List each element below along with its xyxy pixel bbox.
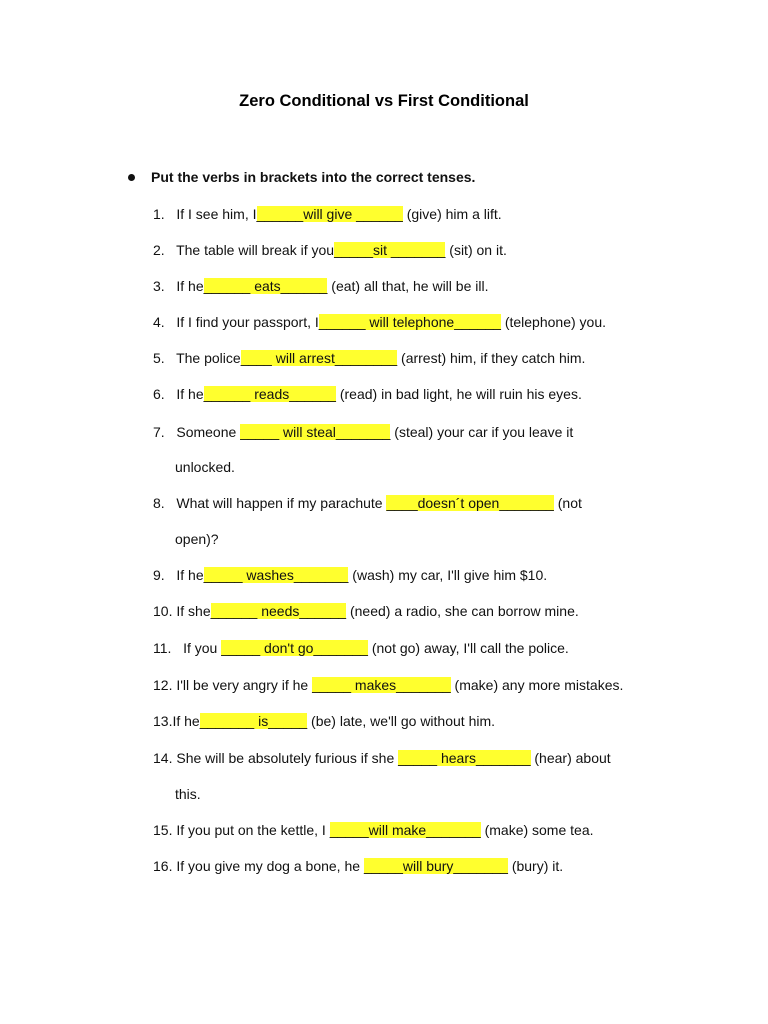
exercise-continuation: open)? xyxy=(175,531,219,547)
exercise-number: 15. xyxy=(153,822,177,838)
exercise-text-before: If she xyxy=(176,603,211,619)
exercise-item xyxy=(153,675,623,695)
exercise-item xyxy=(153,856,563,876)
exercise-text-after: (arrest) him, if they catch him. xyxy=(397,350,586,366)
exercise-item xyxy=(153,240,507,260)
bullet-icon xyxy=(128,174,135,181)
exercise-text-after: (make) any more mistakes. xyxy=(450,677,624,693)
exercise-text-after: (bury) it. xyxy=(507,858,564,874)
exercise-text-before: If he xyxy=(172,713,200,729)
exercise-text-before: If you give my dog a bone, he xyxy=(176,858,364,874)
answer-highlight: _____ hears_______ xyxy=(398,750,531,766)
exercise-item xyxy=(153,422,573,442)
exercise-item xyxy=(153,711,495,731)
exercise-item xyxy=(153,565,547,585)
exercise-text-after: (steal) your car if you leave it xyxy=(390,424,574,440)
exercise-item xyxy=(153,748,611,768)
exercise-text-after: (be) late, we'll go without him. xyxy=(307,713,496,729)
answer-highlight: ____doesn´t open_______ xyxy=(386,495,554,511)
exercise-text-before: What will happen if my parachute xyxy=(176,495,387,511)
exercise-text-after: (hear) about xyxy=(530,750,611,766)
answer-highlight: _____ makes_______ xyxy=(312,677,451,693)
answer-highlight: _______ is_____ xyxy=(199,713,308,729)
exercise-number: 11. xyxy=(153,640,184,656)
exercise-number: 1. xyxy=(153,206,177,222)
exercise-number: 10. xyxy=(153,603,177,619)
answer-highlight: ______will give ______ xyxy=(256,206,403,222)
exercise-number: 12. xyxy=(153,677,177,693)
exercise-item xyxy=(153,493,582,513)
exercise-text-after: (give) him a lift. xyxy=(402,206,502,222)
answer-highlight: ____ will arrest________ xyxy=(240,350,398,366)
answer-highlight: _____ will steal_______ xyxy=(240,424,391,440)
exercise-text-before: If you xyxy=(183,640,222,656)
exercise-number: 7. xyxy=(153,424,177,440)
answer-highlight: _____will make_______ xyxy=(329,822,481,838)
exercise-text-after: (sit) on it. xyxy=(445,242,507,258)
exercise-text-after: (not go) away, I'll call the police. xyxy=(367,640,569,656)
exercise-text-before: If I see him, I xyxy=(176,206,257,222)
exercise-text-after: (read) in bad light, he will ruin his eyes. xyxy=(335,386,582,402)
instruction-text: Put the verbs in brackets into the correct tenses. xyxy=(151,169,476,185)
exercise-number: 9. xyxy=(153,567,177,583)
exercise-number: 13. xyxy=(153,713,173,729)
exercise-number: 5. xyxy=(153,350,177,366)
exercise-text-before: If I find your passport, I xyxy=(176,314,319,330)
answer-highlight: ______ eats______ xyxy=(203,278,328,294)
exercise-text-after: (wash) my car, I'll give him $10. xyxy=(348,567,548,583)
instruction xyxy=(128,169,475,185)
exercise-text-before: If you put on the kettle, I xyxy=(176,822,330,838)
exercise-item xyxy=(153,820,594,840)
exercise-number: 16. xyxy=(153,858,177,874)
exercise-text-before: The police xyxy=(176,350,241,366)
exercise-number: 4. xyxy=(153,314,177,330)
exercise-item xyxy=(153,384,582,404)
answer-highlight: ______ reads______ xyxy=(203,386,336,402)
exercise-number: 2. xyxy=(153,242,177,258)
exercise-item xyxy=(153,601,579,621)
answer-highlight: _____sit _______ xyxy=(334,242,446,258)
exercise-item xyxy=(153,276,488,296)
exercise-text-before: If he xyxy=(176,567,204,583)
exercise-text-after: (make) some tea. xyxy=(480,822,594,838)
exercise-text-before: If he xyxy=(176,386,204,402)
exercise-item xyxy=(153,312,606,332)
answer-highlight: ______ needs______ xyxy=(210,603,347,619)
exercise-text-before: I'll be very angry if he xyxy=(176,677,313,693)
exercise-number: 14. xyxy=(153,750,177,766)
exercise-item xyxy=(153,638,569,658)
exercise-text-before: The table will break if you xyxy=(176,242,335,258)
exercise-continuation: unlocked. xyxy=(175,459,235,475)
answer-highlight: _____ washes_______ xyxy=(203,567,349,583)
exercise-continuation: this. xyxy=(175,786,201,802)
exercise-text-after: (telephone) you. xyxy=(500,314,607,330)
answer-highlight: _____ don't go_______ xyxy=(221,640,368,656)
worksheet-title: Zero Conditional vs First Conditional xyxy=(239,92,529,110)
answer-highlight: ______ will telephone______ xyxy=(318,314,501,330)
exercise-text-before: She will be absolutely furious if she xyxy=(176,750,399,766)
exercise-number: 3. xyxy=(153,278,177,294)
exercise-text-after: (need) a radio, she can borrow mine. xyxy=(346,603,579,619)
exercise-text-before: Someone xyxy=(176,424,241,440)
exercise-number: 6. xyxy=(153,386,177,402)
exercise-number: 8. xyxy=(153,495,177,511)
exercise-item xyxy=(153,204,502,224)
answer-highlight: _____will bury_______ xyxy=(363,858,508,874)
exercise-item xyxy=(153,348,585,368)
exercise-text-before: If he xyxy=(176,278,204,294)
exercise-text-after: (eat) all that, he will be ill. xyxy=(327,278,489,294)
exercise-text-after: (not xyxy=(553,495,582,511)
